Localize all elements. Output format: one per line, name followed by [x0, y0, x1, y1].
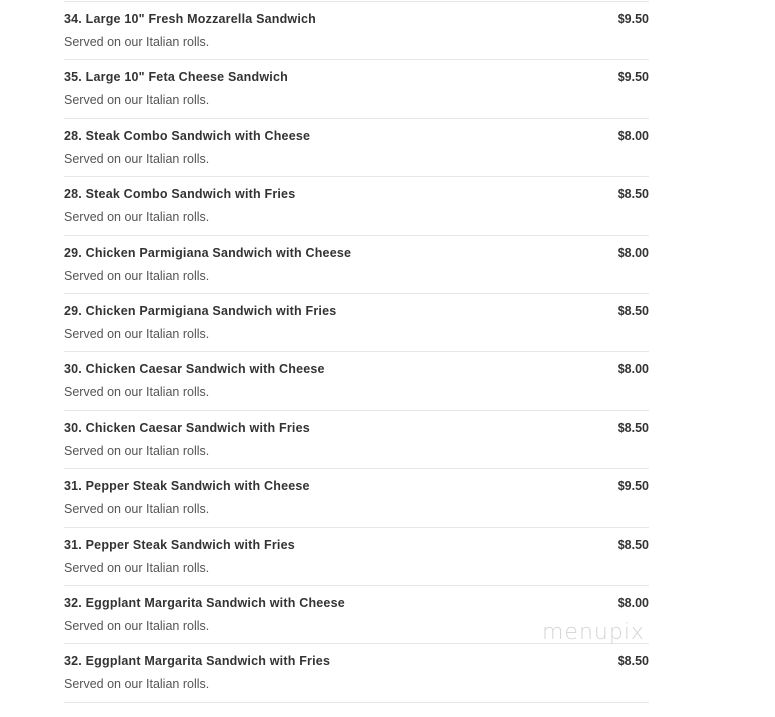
item-price: $9.50 [617, 12, 649, 26]
item-price: $9.50 [617, 479, 649, 494]
menu-item[interactable] [64, 528, 649, 586]
item-description: Served on our Italian rolls. [64, 502, 210, 517]
item-name: 31. Pepper Steak Sandwich with Fries [64, 537, 295, 552]
item-name: 34. Large 10" Fresh Mozzarella Sandwich [64, 12, 317, 26]
item-name: 30. Chicken Caesar Sandwich with Cheese [64, 362, 325, 377]
item-price: $8.50 [617, 303, 649, 318]
item-description: Served on our Italian rolls. [64, 618, 210, 633]
menu-item[interactable] [64, 119, 649, 177]
menu-item[interactable] [64, 294, 649, 352]
item-name: 31. Pepper Steak Sandwich with Cheese [64, 479, 310, 494]
menu-item[interactable] [64, 236, 649, 294]
item-name: 35. Large 10" Feta Cheese Sandwich [64, 70, 288, 85]
item-description: Served on our Italian rolls. [64, 677, 210, 692]
item-price: $9.50 [617, 70, 649, 85]
menu-item[interactable] [64, 352, 649, 410]
item-name: 28. Steak Combo Sandwich with Cheese [64, 128, 311, 143]
menu-list [64, 2, 649, 703]
item-description: Served on our Italian rolls. [64, 93, 210, 108]
menu-item[interactable] [64, 644, 649, 702]
item-name: 30. Chicken Caesar Sandwich with Fries [64, 420, 310, 435]
item-description: Served on our Italian rolls. [64, 385, 210, 400]
item-price: $8.50 [617, 654, 649, 669]
item-price: $8.00 [617, 245, 649, 260]
item-description: Served on our Italian rolls. [64, 151, 210, 166]
item-price: $8.00 [617, 128, 649, 143]
item-description: Served on our Italian rolls. [64, 210, 210, 225]
item-price: $8.50 [617, 420, 649, 435]
item-name: 32. Eggplant Margarita Sandwich with Fries [64, 654, 331, 669]
item-price: $8.00 [617, 362, 649, 377]
item-price: $8.50 [617, 187, 649, 202]
item-description: Served on our Italian rolls. [64, 443, 210, 458]
item-name: 28. Steak Combo Sandwich with Fries [64, 187, 296, 202]
item-name: 29. Chicken Parmigiana Sandwich with Cheese [64, 245, 352, 260]
menu-item[interactable] [64, 177, 649, 235]
item-name: 29. Chicken Parmigiana Sandwich with Fries [64, 303, 337, 318]
item-description: Served on our Italian rolls. [64, 326, 210, 341]
menu-item[interactable] [64, 60, 649, 118]
item-description: Served on our Italian rolls. [64, 35, 210, 49]
item-description: Served on our Italian rolls. [64, 268, 210, 283]
item-description: Served on our Italian rolls. [64, 560, 210, 575]
menu-item[interactable] [64, 411, 649, 469]
menupix-watermark: menupix [542, 620, 645, 645]
item-name: 32. Eggplant Margarita Sandwich with Cheese [64, 595, 345, 610]
menu-item[interactable] [64, 469, 649, 527]
item-price: $8.50 [617, 537, 649, 552]
item-price: $8.00 [617, 595, 649, 610]
menu-item[interactable] [64, 2, 649, 60]
